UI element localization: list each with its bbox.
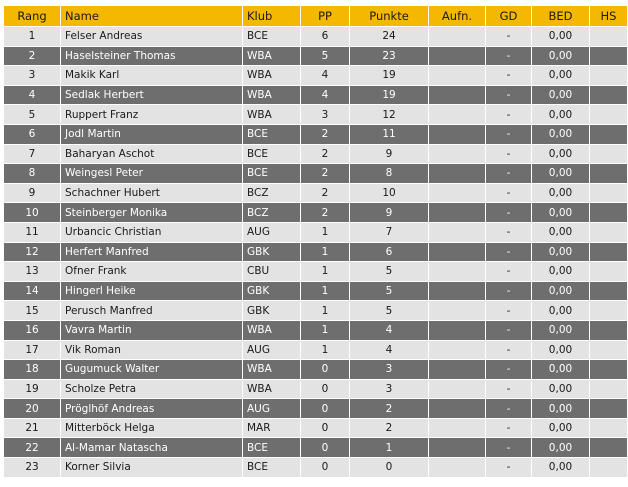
cell-aufn <box>429 399 485 418</box>
cell-pp: 5 <box>301 47 349 66</box>
cell-bed: 0,00 <box>532 282 589 301</box>
table-row[interactable] <box>4 125 627 144</box>
cell-punkte: 6 <box>350 243 428 262</box>
cell-klub: WBA <box>243 321 300 340</box>
cell-punkte: 24 <box>350 27 428 46</box>
cell-name: Ruppert Franz <box>61 105 242 124</box>
ranking-table-container <box>3 5 617 478</box>
table-row[interactable] <box>4 203 627 222</box>
cell-pp: 2 <box>301 164 349 183</box>
cell-name: Haselsteiner Thomas <box>61 47 242 66</box>
table-row[interactable] <box>4 164 627 183</box>
cell-gd: - <box>486 164 531 183</box>
cell-rang: 9 <box>4 184 60 203</box>
cell-pp: 4 <box>301 66 349 85</box>
cell-hs <box>590 438 627 457</box>
cell-name: Jodl Martin <box>61 125 242 144</box>
table-row[interactable] <box>4 399 627 418</box>
cell-name: Schachner Hubert <box>61 184 242 203</box>
cell-bed: 0,00 <box>532 203 589 222</box>
column-header-punkte[interactable]: Punkte <box>350 6 428 26</box>
cell-name: Herfert Manfred <box>61 243 242 262</box>
cell-name: Vik Roman <box>61 341 242 360</box>
cell-name: Urbancic Christian <box>61 223 242 242</box>
cell-gd: - <box>486 301 531 320</box>
cell-bed: 0,00 <box>532 341 589 360</box>
cell-klub: WBA <box>243 66 300 85</box>
cell-rang: 15 <box>4 301 60 320</box>
cell-pp: 4 <box>301 86 349 105</box>
cell-bed: 0,00 <box>532 184 589 203</box>
cell-hs <box>590 184 627 203</box>
cell-name: Ofner Frank <box>61 262 242 281</box>
cell-name: Mitterböck Helga <box>61 419 242 438</box>
cell-bed: 0,00 <box>532 66 589 85</box>
cell-gd: - <box>486 105 531 124</box>
column-header-gd[interactable]: GD <box>486 6 531 26</box>
cell-klub: BCE <box>243 438 300 457</box>
cell-aufn <box>429 105 485 124</box>
cell-hs <box>590 458 627 477</box>
cell-hs <box>590 360 627 379</box>
column-header-rang[interactable]: Rang <box>4 6 60 26</box>
cell-bed: 0,00 <box>532 399 589 418</box>
cell-klub: BCE <box>243 27 300 46</box>
column-header-aufn[interactable]: Aufn. <box>429 6 485 26</box>
cell-klub: WBA <box>243 360 300 379</box>
cell-name: Gugumuck Walter <box>61 360 242 379</box>
cell-bed: 0,00 <box>532 380 589 399</box>
cell-aufn <box>429 360 485 379</box>
cell-rang: 23 <box>4 458 60 477</box>
cell-pp: 0 <box>301 458 349 477</box>
cell-klub: BCE <box>243 458 300 477</box>
cell-name: Hingerl Heike <box>61 282 242 301</box>
cell-klub: WBA <box>243 86 300 105</box>
cell-name: Weingesl Peter <box>61 164 242 183</box>
cell-punkte: 5 <box>350 301 428 320</box>
cell-pp: 1 <box>301 282 349 301</box>
cell-punkte: 8 <box>350 164 428 183</box>
cell-aufn <box>429 282 485 301</box>
cell-hs <box>590 125 627 144</box>
column-header-name[interactable]: Name <box>61 6 242 26</box>
cell-klub: WBA <box>243 380 300 399</box>
cell-pp: 6 <box>301 27 349 46</box>
cell-klub: BCZ <box>243 184 300 203</box>
cell-punkte: 9 <box>350 145 428 164</box>
cell-rang: 20 <box>4 399 60 418</box>
table-row[interactable] <box>4 27 627 46</box>
ranking-table <box>3 5 628 478</box>
cell-pp: 0 <box>301 360 349 379</box>
table-row[interactable] <box>4 243 627 262</box>
cell-bed: 0,00 <box>532 438 589 457</box>
cell-rang: 6 <box>4 125 60 144</box>
cell-punkte: 5 <box>350 282 428 301</box>
table-row[interactable] <box>4 321 627 340</box>
cell-bed: 0,00 <box>532 262 589 281</box>
cell-pp: 0 <box>301 380 349 399</box>
cell-pp: 0 <box>301 438 349 457</box>
cell-gd: - <box>486 203 531 222</box>
cell-bed: 0,00 <box>532 105 589 124</box>
cell-gd: - <box>486 321 531 340</box>
cell-bed: 0,00 <box>532 145 589 164</box>
cell-bed: 0,00 <box>532 164 589 183</box>
cell-rang: 13 <box>4 262 60 281</box>
cell-pp: 2 <box>301 145 349 164</box>
table-header-row <box>4 6 627 26</box>
column-header-hs[interactable]: HS <box>590 6 627 26</box>
cell-rang: 14 <box>4 282 60 301</box>
cell-hs <box>590 262 627 281</box>
column-header-bed[interactable]: BED <box>532 6 589 26</box>
cell-pp: 3 <box>301 105 349 124</box>
cell-name: Sedlak Herbert <box>61 86 242 105</box>
cell-pp: 1 <box>301 262 349 281</box>
cell-rang: 4 <box>4 86 60 105</box>
table-row[interactable] <box>4 380 627 399</box>
cell-hs <box>590 66 627 85</box>
cell-pp: 2 <box>301 184 349 203</box>
cell-klub: GBK <box>243 282 300 301</box>
cell-hs <box>590 203 627 222</box>
cell-aufn <box>429 203 485 222</box>
cell-klub: GBK <box>243 301 300 320</box>
cell-gd: - <box>486 125 531 144</box>
cell-hs <box>590 301 627 320</box>
cell-name: Al-Mamar Natascha <box>61 438 242 457</box>
cell-punkte: 0 <box>350 458 428 477</box>
cell-klub: BCE <box>243 164 300 183</box>
cell-aufn <box>429 66 485 85</box>
cell-hs <box>590 399 627 418</box>
cell-punkte: 5 <box>350 262 428 281</box>
table-row[interactable] <box>4 47 627 66</box>
table-row[interactable] <box>4 341 627 360</box>
cell-gd: - <box>486 262 531 281</box>
cell-gd: - <box>486 399 531 418</box>
cell-pp: 1 <box>301 341 349 360</box>
cell-gd: - <box>486 223 531 242</box>
cell-aufn <box>429 419 485 438</box>
cell-bed: 0,00 <box>532 125 589 144</box>
cell-rang: 19 <box>4 380 60 399</box>
cell-hs <box>590 27 627 46</box>
cell-hs <box>590 341 627 360</box>
cell-name: Scholze Petra <box>61 380 242 399</box>
cell-klub: AUG <box>243 399 300 418</box>
cell-hs <box>590 419 627 438</box>
cell-klub: GBK <box>243 243 300 262</box>
table-row[interactable] <box>4 184 627 203</box>
cell-bed: 0,00 <box>532 47 589 66</box>
cell-klub: AUG <box>243 223 300 242</box>
table-row[interactable] <box>4 301 627 320</box>
cell-aufn <box>429 223 485 242</box>
cell-rang: 11 <box>4 223 60 242</box>
table-row[interactable] <box>4 66 627 85</box>
cell-punkte: 2 <box>350 399 428 418</box>
cell-aufn <box>429 458 485 477</box>
cell-klub: BCZ <box>243 203 300 222</box>
cell-bed: 0,00 <box>532 86 589 105</box>
cell-gd: - <box>486 419 531 438</box>
cell-rang: 2 <box>4 47 60 66</box>
cell-aufn <box>429 341 485 360</box>
table-row[interactable] <box>4 145 627 164</box>
cell-hs <box>590 145 627 164</box>
cell-punkte: 3 <box>350 360 428 379</box>
cell-gd: - <box>486 438 531 457</box>
cell-punkte: 19 <box>350 86 428 105</box>
table-row[interactable] <box>4 223 627 242</box>
column-header-pp[interactable]: PP <box>301 6 349 26</box>
cell-name: Makik Karl <box>61 66 242 85</box>
cell-klub: CBU <box>243 262 300 281</box>
cell-pp: 0 <box>301 399 349 418</box>
cell-aufn <box>429 125 485 144</box>
table-row[interactable] <box>4 360 627 379</box>
cell-aufn <box>429 243 485 262</box>
cell-hs <box>590 86 627 105</box>
table-row[interactable] <box>4 438 627 457</box>
cell-aufn <box>429 164 485 183</box>
cell-aufn <box>429 184 485 203</box>
cell-rang: 12 <box>4 243 60 262</box>
cell-rang: 16 <box>4 321 60 340</box>
table-body <box>4 27 627 477</box>
cell-pp: 1 <box>301 223 349 242</box>
cell-aufn <box>429 145 485 164</box>
cell-punkte: 4 <box>350 341 428 360</box>
table-row[interactable] <box>4 262 627 281</box>
cell-bed: 0,00 <box>532 321 589 340</box>
cell-klub: WBA <box>243 105 300 124</box>
cell-aufn <box>429 86 485 105</box>
cell-gd: - <box>486 184 531 203</box>
cell-bed: 0,00 <box>532 243 589 262</box>
cell-hs <box>590 164 627 183</box>
cell-gd: - <box>486 66 531 85</box>
cell-name: Felser Andreas <box>61 27 242 46</box>
cell-rang: 21 <box>4 419 60 438</box>
cell-punkte: 9 <box>350 203 428 222</box>
cell-aufn <box>429 27 485 46</box>
cell-rang: 10 <box>4 203 60 222</box>
cell-gd: - <box>486 380 531 399</box>
table-row[interactable] <box>4 419 627 438</box>
cell-klub: AUG <box>243 341 300 360</box>
cell-bed: 0,00 <box>532 27 589 46</box>
cell-aufn <box>429 47 485 66</box>
cell-gd: - <box>486 341 531 360</box>
cell-klub: BCE <box>243 145 300 164</box>
cell-rang: 22 <box>4 438 60 457</box>
cell-punkte: 11 <box>350 125 428 144</box>
cell-name: Baharyan Aschot <box>61 145 242 164</box>
cell-rang: 1 <box>4 27 60 46</box>
cell-punkte: 4 <box>350 321 428 340</box>
cell-hs <box>590 282 627 301</box>
cell-pp: 1 <box>301 321 349 340</box>
cell-pp: 2 <box>301 203 349 222</box>
cell-bed: 0,00 <box>532 301 589 320</box>
cell-punkte: 12 <box>350 105 428 124</box>
cell-gd: - <box>486 86 531 105</box>
cell-hs <box>590 105 627 124</box>
cell-rang: 18 <box>4 360 60 379</box>
cell-gd: - <box>486 145 531 164</box>
cell-klub: WBA <box>243 47 300 66</box>
cell-gd: - <box>486 282 531 301</box>
cell-hs <box>590 223 627 242</box>
table-row[interactable] <box>4 86 627 105</box>
cell-rang: 8 <box>4 164 60 183</box>
cell-name: Pröglhöf Andreas <box>61 399 242 418</box>
cell-punkte: 2 <box>350 419 428 438</box>
cell-aufn <box>429 380 485 399</box>
cell-gd: - <box>486 47 531 66</box>
cell-gd: - <box>486 360 531 379</box>
cell-hs <box>590 243 627 262</box>
cell-bed: 0,00 <box>532 223 589 242</box>
cell-name: Korner Silvia <box>61 458 242 477</box>
table-row[interactable] <box>4 105 627 124</box>
cell-punkte: 10 <box>350 184 428 203</box>
cell-rang: 3 <box>4 66 60 85</box>
cell-hs <box>590 380 627 399</box>
cell-gd: - <box>486 27 531 46</box>
cell-aufn <box>429 438 485 457</box>
cell-klub: BCE <box>243 125 300 144</box>
table-row[interactable] <box>4 282 627 301</box>
cell-bed: 0,00 <box>532 458 589 477</box>
cell-hs <box>590 47 627 66</box>
cell-gd: - <box>486 458 531 477</box>
cell-name: Steinberger Monika <box>61 203 242 222</box>
cell-aufn <box>429 321 485 340</box>
cell-name: Perusch Manfred <box>61 301 242 320</box>
cell-punkte: 7 <box>350 223 428 242</box>
cell-punkte: 23 <box>350 47 428 66</box>
cell-bed: 0,00 <box>532 360 589 379</box>
table-row[interactable] <box>4 458 627 477</box>
cell-name: Vavra Martin <box>61 321 242 340</box>
cell-aufn <box>429 262 485 281</box>
cell-hs <box>590 321 627 340</box>
cell-punkte: 1 <box>350 438 428 457</box>
cell-pp: 2 <box>301 125 349 144</box>
cell-pp: 0 <box>301 419 349 438</box>
cell-rang: 7 <box>4 145 60 164</box>
cell-gd: - <box>486 243 531 262</box>
cell-pp: 1 <box>301 301 349 320</box>
cell-pp: 1 <box>301 243 349 262</box>
cell-punkte: 3 <box>350 380 428 399</box>
cell-rang: 5 <box>4 105 60 124</box>
cell-aufn <box>429 301 485 320</box>
cell-punkte: 19 <box>350 66 428 85</box>
cell-bed: 0,00 <box>532 419 589 438</box>
column-header-klub[interactable]: Klub <box>243 6 300 26</box>
cell-klub: MAR <box>243 419 300 438</box>
cell-rang: 17 <box>4 341 60 360</box>
